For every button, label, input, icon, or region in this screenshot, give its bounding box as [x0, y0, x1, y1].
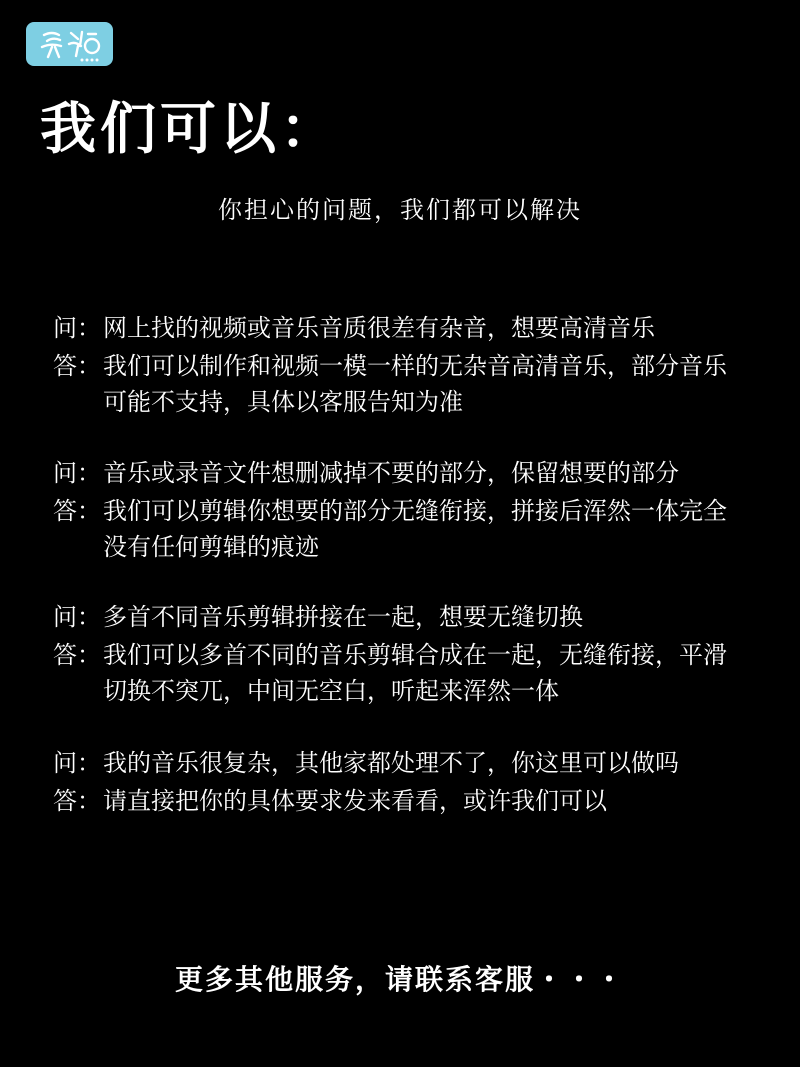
question-text: 多首不同音乐剪辑拼接在一起，想要无缝切换 — [103, 603, 583, 631]
answer — [53, 637, 733, 709]
answer-prefix: 答： — [53, 787, 101, 815]
answer — [53, 493, 733, 565]
question-prefix: 问： — [53, 749, 101, 777]
question-prefix: 问： — [53, 459, 101, 487]
qa-item — [53, 599, 733, 709]
answer — [53, 348, 733, 420]
contact-cta: 更多其他服务，请联系客服・・・ — [174, 963, 625, 996]
answer-prefix: 答： — [53, 497, 101, 525]
question-text: 音乐或录音文件想删减掉不要的部分，保留想要的部分 — [103, 459, 679, 487]
question — [53, 599, 733, 635]
question — [53, 455, 733, 491]
question — [53, 745, 733, 781]
question — [53, 310, 733, 346]
answer-prefix: 答： — [53, 352, 101, 380]
page-subtitle: 你担心的问题，我们都可以解决 — [218, 196, 582, 224]
answer-prefix: 答： — [53, 641, 101, 669]
answer — [53, 783, 733, 819]
question-text: 我的音乐很复杂，其他家都处理不了，你这里可以做吗 — [103, 749, 679, 777]
answer-text: 请直接把你的具体要求发来看看，或许我们可以 — [103, 787, 607, 815]
answer-text: 我们可以多首不同的音乐剪辑合成在一起，无缝衔接，平滑切换不突兀，中间无空白，听起来浑然一体 — [103, 641, 727, 705]
qa-item — [53, 310, 733, 420]
question-prefix: 问： — [53, 314, 101, 342]
qa-item — [53, 745, 733, 819]
qa-item — [53, 455, 733, 565]
page-title: 我们可以： — [40, 97, 340, 162]
brand-logo — [26, 22, 113, 66]
question-text: 网上找的视频或音乐音质很差有杂音，想要高清音乐 — [103, 314, 655, 342]
brand-logo-icon — [26, 22, 113, 66]
question-prefix: 问： — [53, 603, 101, 631]
answer-text: 我们可以剪辑你想要的部分无缝衔接，拼接后浑然一体完全没有任何剪辑的痕迹 — [103, 497, 727, 561]
answer-text: 我们可以制作和视频一模一样的无杂音高清音乐，部分音乐可能不支持，具体以客服告知为准 — [103, 352, 727, 416]
